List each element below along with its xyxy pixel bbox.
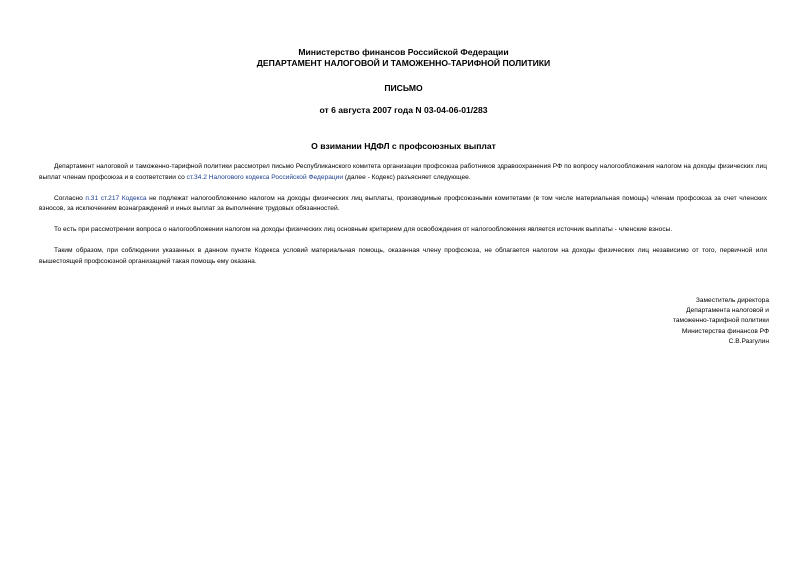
paragraph-2-text-d: не подлежат налогообложению налогом на доходы физических лиц выплаты, производимые профсоюзными комитетами (в том числе материальная помощь) членам профсоюза за счет членских взносов, за исключением вознаграждений и иных выплат за выполнение трудовых обязанностей. [39,194,767,212]
link-tax-code[interactable]: Налогового кодекса Российской Федерации [208,173,344,181]
document-date-number: от 6 августа 2007 года N 03-04-06-01/283 [319,105,488,115]
document-type: ПИСЬМО [384,83,423,93]
link-article-34-2[interactable]: ст.34.2 [186,173,207,181]
signatory-name: С.В.Разгулин [728,337,769,345]
document-subject: О взимании НДФЛ с профсоюзных выплат [311,141,496,151]
signature-line-1: Заместитель директора [695,297,769,304]
link-code[interactable]: Кодекса [121,194,147,202]
ministry-name: Министерство финансов Российской Федерации [298,47,509,57]
paragraph-1-text-c: (далее - Кодекс) разъясняет следующее. [343,173,471,181]
paragraph-3: То есть при рассмотрении вопроса о налогообложении налогом на доходы физических лиц основным критерием для освобождения от налогообложения является источник выплаты - членские взносы. [54,226,673,233]
paragraph-1-text-a: Департамент налоговой и таможенно-тарифной политики рассмотрел письмо Республиканского комитета организации профсоюза работников здравоохранения РФ по вопросу налогообложения налогом на доходы физических лиц выплат членам профсоюза и в соответствии со [39,163,767,181]
signature-line-4: Министерства финансов РФ [681,327,769,335]
department-name: ДЕПАРТАМЕНТ НАЛОГОВОЙ И ТАМОЖЕННО-ТАРИФНОЙ ПОЛИТИКИ [256,58,551,68]
document-body [39,162,767,278]
paragraph-2-text-a: Согласно [54,194,86,202]
signature-line-2: Департамента налоговой и [686,307,769,315]
link-clause-31[interactable]: п.31 [85,194,99,202]
paragraph-2 [39,194,767,215]
signature-block [673,296,769,347]
signature-line-3: таможенно-тарифной политики [672,317,769,325]
paragraph-4: Таким образом, при соблюдении указанных в данном пункте Кодекса условий материальная помощь, оказанная члену профсоюза, не облагается налогом на доходы физических лиц независимо от того, первичной или вышестоящей профсоюзной организацией такая помощь ему оказана. [39,247,767,265]
link-article-217[interactable]: ст.217 [100,194,120,202]
paragraph-1 [39,162,767,183]
document-header [0,47,807,152]
